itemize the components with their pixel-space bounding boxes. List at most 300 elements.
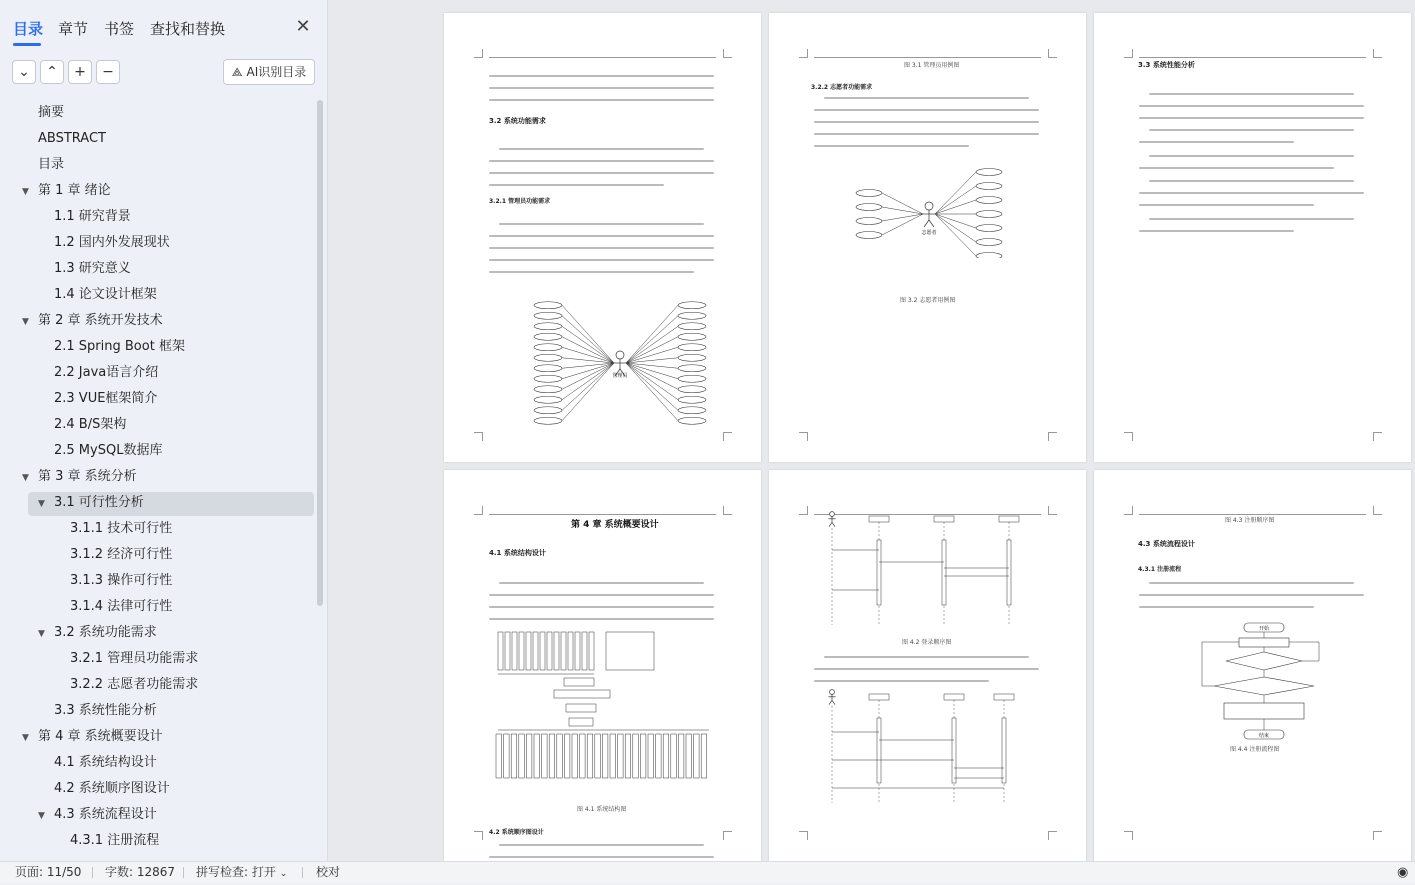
toc-item-label: 目录 bbox=[38, 157, 65, 172]
toc-item-label: 3.2 系统功能需求 bbox=[54, 625, 157, 640]
text-line bbox=[1139, 204, 1314, 206]
page-thumb-6[interactable] bbox=[1094, 470, 1411, 861]
page-corner-mark bbox=[1373, 49, 1382, 58]
lifeline-head bbox=[869, 516, 889, 522]
page-header bbox=[1139, 506, 1366, 515]
admin-use-case-diagram bbox=[520, 285, 720, 425]
toc-item[interactable] bbox=[70, 672, 198, 698]
association-line bbox=[626, 316, 678, 363]
lifeline-head bbox=[934, 516, 954, 522]
page-corner-mark bbox=[1124, 432, 1133, 441]
module-box bbox=[564, 734, 570, 778]
heading: 3.2.1 管理员功能需求 bbox=[489, 198, 551, 205]
tab-toc[interactable]: 目录 bbox=[13, 20, 44, 38]
toc-item[interactable] bbox=[22, 308, 163, 334]
toc-item[interactable] bbox=[38, 802, 157, 828]
use-case-ellipse bbox=[678, 365, 706, 372]
page-corner-mark bbox=[1124, 506, 1133, 515]
page-corner-mark bbox=[1373, 506, 1382, 515]
module-box bbox=[572, 734, 578, 778]
use-case-ellipse bbox=[678, 312, 706, 319]
registration-sequence-diagram bbox=[824, 688, 1044, 808]
toc-item-label: 摘要 bbox=[38, 105, 65, 120]
page-corner-mark bbox=[1048, 831, 1057, 840]
toc-item[interactable] bbox=[38, 490, 144, 516]
text-line bbox=[489, 235, 714, 237]
expand-up-button[interactable]: ⌃ bbox=[40, 60, 64, 84]
module-box bbox=[505, 632, 510, 670]
module-box bbox=[582, 632, 587, 670]
heading: 3.3 系统性能分析 bbox=[1138, 61, 1195, 69]
module-box bbox=[512, 632, 517, 670]
toc-item[interactable] bbox=[54, 334, 185, 360]
text-line bbox=[814, 680, 989, 682]
module-box bbox=[580, 734, 586, 778]
page-thumb-2[interactable] bbox=[769, 13, 1086, 462]
module-box bbox=[564, 678, 594, 686]
page-corner-mark bbox=[723, 432, 732, 441]
status-divider bbox=[302, 867, 303, 878]
use-case-ellipse bbox=[534, 417, 562, 424]
association-line bbox=[626, 363, 678, 368]
association-line bbox=[562, 337, 614, 363]
document-canvas[interactable] bbox=[328, 0, 1415, 861]
text-line bbox=[1149, 218, 1354, 220]
association-line bbox=[562, 358, 614, 363]
expand-arrow-icon[interactable]: ▼ bbox=[22, 187, 29, 197]
actor-leg bbox=[924, 220, 929, 227]
activation-bar bbox=[877, 718, 881, 783]
module-box bbox=[671, 734, 677, 778]
text-line bbox=[1139, 141, 1294, 143]
login-sequence-diagram bbox=[824, 510, 1044, 635]
use-case-ellipse bbox=[678, 344, 706, 351]
actor-leg bbox=[832, 700, 835, 704]
use-case-ellipse bbox=[976, 253, 1002, 259]
actor-leg bbox=[832, 522, 835, 526]
association-line bbox=[882, 207, 923, 214]
association-line bbox=[562, 363, 614, 368]
association-line bbox=[562, 316, 614, 363]
system-structure-diagram bbox=[494, 630, 724, 785]
text-line bbox=[1149, 582, 1354, 584]
association-line bbox=[935, 214, 976, 256]
toc-item-label: ABSTRACT bbox=[38, 131, 106, 146]
figure-caption: 图 3.2 志愿者用例图 bbox=[900, 297, 956, 304]
use-case-ellipse bbox=[678, 354, 706, 361]
toc-item-label: 3.3 系统性能分析 bbox=[54, 703, 157, 718]
page-corner-mark bbox=[474, 432, 483, 441]
text-line bbox=[489, 247, 714, 249]
spell-check-label: 拼写检查: 打开 bbox=[196, 865, 276, 879]
toc-item[interactable] bbox=[22, 178, 111, 204]
text-line bbox=[1139, 117, 1364, 119]
toc-item[interactable] bbox=[54, 438, 162, 464]
activation-bar bbox=[942, 540, 946, 605]
use-case-ellipse bbox=[976, 197, 1002, 204]
association-line bbox=[935, 214, 976, 242]
toc-item[interactable] bbox=[70, 516, 172, 542]
toc-item[interactable] bbox=[22, 724, 163, 750]
toc-item[interactable] bbox=[54, 256, 131, 282]
text-line bbox=[489, 184, 664, 186]
tab-bookmarks[interactable]: 书签 bbox=[104, 20, 135, 38]
toc-item-label: 3.1.1 技术可行性 bbox=[70, 521, 173, 536]
use-case-ellipse bbox=[534, 333, 562, 340]
note-box bbox=[606, 632, 654, 670]
module-box bbox=[526, 632, 531, 670]
text-line bbox=[489, 259, 714, 261]
toc-item[interactable] bbox=[54, 412, 126, 438]
page-thumb-5[interactable] bbox=[769, 470, 1086, 861]
toc-scrollbar[interactable] bbox=[317, 100, 323, 606]
text-line bbox=[1149, 155, 1354, 157]
page-thumb-4[interactable] bbox=[444, 470, 761, 861]
module-box bbox=[640, 734, 646, 778]
toc-item[interactable] bbox=[22, 464, 137, 490]
expand-arrow-icon[interactable]: ▼ bbox=[22, 733, 29, 743]
actor-leg bbox=[829, 522, 832, 526]
page-header bbox=[489, 49, 716, 58]
association-line bbox=[935, 214, 976, 228]
toc-item[interactable] bbox=[70, 542, 172, 568]
association-line bbox=[626, 363, 678, 410]
page-corner-mark bbox=[1124, 49, 1133, 58]
heading: 4.3 系统流程设计 bbox=[1138, 540, 1195, 548]
toc-item-label: 第 3 章 系统分析 bbox=[38, 469, 137, 484]
module-box bbox=[595, 734, 601, 778]
toc-item-label: 1.2 国内外发展现状 bbox=[54, 235, 170, 250]
toc-item[interactable] bbox=[54, 360, 158, 386]
text-line bbox=[1139, 192, 1364, 194]
use-case-ellipse bbox=[856, 218, 882, 225]
lifeline-head bbox=[869, 694, 889, 700]
text-line bbox=[489, 606, 714, 608]
status-bar bbox=[0, 861, 1415, 883]
association-line bbox=[935, 172, 976, 214]
association-line bbox=[626, 305, 678, 363]
text-line bbox=[489, 75, 714, 77]
toc-item[interactable] bbox=[38, 620, 157, 646]
toc-item[interactable] bbox=[54, 230, 170, 256]
text-line bbox=[1139, 606, 1314, 608]
actor-leg bbox=[929, 220, 934, 227]
toc-item-label: 4.3 系统流程设计 bbox=[54, 807, 157, 822]
collapse-all-button[interactable]: ⌄ bbox=[12, 60, 36, 84]
text-line bbox=[489, 271, 694, 273]
figure-caption: 图 4.1 系统结构图 bbox=[577, 806, 627, 813]
expand-arrow-icon[interactable]: ▼ bbox=[22, 473, 29, 483]
text-line bbox=[1139, 594, 1364, 596]
use-case-ellipse bbox=[534, 323, 562, 330]
module-box bbox=[554, 690, 610, 698]
use-case-ellipse bbox=[856, 190, 882, 197]
module-box bbox=[569, 718, 593, 726]
module-box bbox=[561, 632, 566, 670]
toc-item-label: 2.1 Spring Boot 框架 bbox=[54, 339, 185, 354]
module-box bbox=[602, 734, 608, 778]
text-line bbox=[489, 856, 714, 858]
association-line bbox=[562, 326, 614, 363]
lifeline-head bbox=[994, 694, 1014, 700]
toc-item[interactable] bbox=[54, 204, 131, 230]
ai-recognize-toc-button[interactable] bbox=[223, 59, 315, 85]
toc-item-label: 2.3 VUE框架简介 bbox=[54, 391, 158, 406]
toc-item[interactable] bbox=[70, 568, 172, 594]
module-box bbox=[557, 734, 563, 778]
use-case-ellipse bbox=[976, 183, 1002, 190]
flow-end-label: 结束 bbox=[1258, 733, 1270, 739]
remove-heading-button[interactable]: − bbox=[96, 60, 120, 84]
page-corner-mark bbox=[723, 831, 732, 840]
page-corner-mark bbox=[723, 506, 732, 515]
heading: 4.3.1 注册流程 bbox=[1138, 566, 1182, 573]
heading: 3.2.2 志愿者功能需求 bbox=[811, 84, 873, 91]
module-box bbox=[498, 632, 503, 670]
chevron-down-icon: ⌄ bbox=[279, 869, 288, 879]
module-box bbox=[656, 734, 662, 778]
association-line bbox=[882, 193, 923, 214]
text-line bbox=[1139, 105, 1364, 107]
use-case-ellipse bbox=[976, 225, 1002, 232]
use-case-ellipse bbox=[678, 333, 706, 340]
text-line bbox=[824, 97, 1029, 99]
module-box bbox=[540, 632, 545, 670]
page-corner-mark bbox=[1048, 506, 1057, 515]
page-corner-mark bbox=[799, 49, 808, 58]
flow-process bbox=[1239, 638, 1289, 647]
module-box bbox=[568, 632, 573, 670]
association-line bbox=[562, 305, 614, 363]
toc-item-label: 1.3 研究意义 bbox=[54, 261, 131, 276]
use-case-ellipse bbox=[678, 417, 706, 424]
association-line bbox=[882, 214, 923, 221]
toc-item-label: 2.5 MySQL数据库 bbox=[54, 443, 163, 458]
toc-item[interactable] bbox=[38, 152, 64, 178]
toc-item[interactable] bbox=[70, 594, 172, 620]
association-line bbox=[935, 186, 976, 214]
actor-head bbox=[616, 351, 624, 359]
association-line bbox=[626, 363, 678, 389]
figure-caption: 图 4.2 登录顺序图 bbox=[902, 639, 952, 646]
module-box bbox=[610, 734, 616, 778]
page-corner-mark bbox=[474, 506, 483, 515]
text-line bbox=[1139, 230, 1294, 232]
module-box bbox=[534, 734, 540, 778]
toc-item-label: 1.4 论文设计框架 bbox=[54, 287, 157, 302]
heading: 4.2 系统顺序图设计 bbox=[489, 829, 544, 836]
toc-item[interactable] bbox=[38, 126, 106, 152]
close-icon[interactable]: ✕ bbox=[295, 16, 311, 37]
toc-item[interactable] bbox=[54, 282, 157, 308]
text-line bbox=[489, 594, 714, 596]
text-line bbox=[1149, 180, 1354, 182]
flow-arrow bbox=[1202, 642, 1239, 686]
page-thumb-3[interactable] bbox=[1094, 13, 1411, 462]
association-line bbox=[562, 363, 614, 410]
actor-head bbox=[830, 512, 835, 517]
association-line bbox=[935, 200, 976, 214]
use-case-ellipse bbox=[678, 302, 706, 309]
module-box bbox=[694, 734, 700, 778]
page-indicator[interactable]: 页面: 11/50 bbox=[15, 865, 82, 879]
module-box bbox=[663, 734, 669, 778]
module-box bbox=[678, 734, 684, 778]
toc-item-label: 3.1 可行性分析 bbox=[54, 495, 144, 510]
heading: 3.2 系统功能需求 bbox=[489, 117, 546, 125]
toc-item[interactable] bbox=[54, 698, 157, 724]
page-corner-mark bbox=[1373, 432, 1382, 441]
module-box bbox=[618, 734, 624, 778]
toc-item-label: 第 2 章 系统开发技术 bbox=[38, 313, 163, 328]
actor-head bbox=[925, 202, 933, 210]
module-box bbox=[625, 734, 631, 778]
module-box bbox=[701, 734, 707, 778]
use-case-ellipse bbox=[534, 407, 562, 414]
text-line bbox=[814, 668, 1039, 670]
text-line bbox=[1149, 129, 1354, 131]
page-corner-mark bbox=[1048, 49, 1057, 58]
use-case-ellipse bbox=[534, 312, 562, 319]
page-corner-mark bbox=[799, 432, 808, 441]
proofread-button[interactable]: 校对 bbox=[316, 865, 341, 879]
toc-item-label: 第 4 章 系统概要设计 bbox=[38, 729, 163, 744]
toc-item[interactable] bbox=[38, 100, 64, 126]
page-corner-mark bbox=[799, 831, 808, 840]
use-case-ellipse bbox=[678, 323, 706, 330]
figure-caption: 图 4.4 注册流程图 bbox=[1230, 746, 1280, 753]
toc-item-label: 3.1.4 法律可行性 bbox=[70, 599, 173, 614]
module-box bbox=[589, 632, 594, 670]
page-header bbox=[1139, 49, 1366, 58]
module-box bbox=[519, 734, 525, 778]
status-divider bbox=[183, 867, 184, 878]
status-divider bbox=[92, 867, 93, 878]
association-line bbox=[882, 214, 923, 235]
text-line bbox=[1149, 93, 1354, 95]
add-heading-button[interactable]: + bbox=[68, 60, 92, 84]
association-line bbox=[626, 363, 678, 400]
text-line bbox=[489, 160, 714, 162]
module-box bbox=[587, 734, 593, 778]
ai-icon: ⟁ bbox=[231, 65, 243, 79]
actor-head bbox=[830, 690, 835, 695]
module-box bbox=[504, 734, 510, 778]
use-case-ellipse bbox=[678, 375, 706, 382]
toc-item[interactable] bbox=[54, 386, 157, 412]
text-line bbox=[489, 172, 714, 174]
module-box bbox=[554, 632, 559, 670]
use-case-ellipse bbox=[678, 396, 706, 403]
toc-item-label: 3.2.1 管理员功能需求 bbox=[70, 651, 199, 666]
ai-button-label: AI识别目录 bbox=[246, 65, 307, 79]
tab-chapters[interactable]: 章节 bbox=[58, 20, 89, 38]
page-thumb-1[interactable] bbox=[444, 13, 761, 462]
use-case-ellipse bbox=[534, 302, 562, 309]
use-case-ellipse bbox=[856, 232, 882, 239]
module-box bbox=[549, 734, 555, 778]
association-line bbox=[626, 326, 678, 363]
eye-icon[interactable]: ◉ bbox=[1397, 865, 1409, 880]
toc-item[interactable] bbox=[70, 646, 198, 672]
expand-arrow-icon[interactable]: ▼ bbox=[38, 499, 45, 509]
text-line bbox=[814, 145, 969, 147]
toc-item-label: 第 1 章 绪论 bbox=[38, 183, 111, 198]
toc-list bbox=[0, 100, 318, 860]
page-header bbox=[814, 49, 1041, 58]
volunteer-use-case-diagram bbox=[849, 158, 1019, 258]
flow-process bbox=[1224, 703, 1304, 719]
page-corner-mark bbox=[1048, 432, 1057, 441]
sidebar-tabs bbox=[0, 0, 327, 50]
registration-flowchart bbox=[1194, 620, 1334, 745]
toc-item-label: 2.2 Java语言介绍 bbox=[54, 365, 159, 380]
actor-label: 志愿者 bbox=[921, 230, 937, 236]
text-line bbox=[814, 133, 1039, 135]
text-line bbox=[814, 109, 1039, 111]
text-line bbox=[1139, 167, 1334, 169]
figure-caption: 图 4.3 注册顺序图 bbox=[1225, 517, 1275, 524]
association-line bbox=[626, 363, 678, 421]
text-line bbox=[824, 656, 1029, 658]
activation-bar bbox=[1002, 718, 1006, 783]
module-box bbox=[547, 632, 552, 670]
toc-sidebar bbox=[0, 0, 328, 861]
active-tab-indicator bbox=[13, 43, 41, 46]
use-case-ellipse bbox=[534, 375, 562, 382]
use-case-ellipse bbox=[534, 396, 562, 403]
module-box bbox=[533, 632, 538, 670]
page-header bbox=[489, 506, 716, 515]
toc-item[interactable] bbox=[54, 776, 170, 802]
chapter-title: 第 4 章 系统概要设计 bbox=[571, 520, 659, 530]
expand-arrow-icon[interactable]: ▼ bbox=[38, 629, 45, 639]
module-box bbox=[575, 632, 580, 670]
module-box bbox=[496, 734, 502, 778]
text-line bbox=[499, 844, 704, 846]
use-case-ellipse bbox=[976, 169, 1002, 176]
text-line bbox=[489, 99, 714, 101]
toc-item-label: 3.2.2 志愿者功能需求 bbox=[70, 677, 199, 692]
toc-item-label: 3.1.2 经济可行性 bbox=[70, 547, 173, 562]
toc-item[interactable] bbox=[70, 828, 159, 854]
module-box bbox=[648, 734, 654, 778]
word-count[interactable]: 字数: 12867 bbox=[105, 865, 176, 879]
flow-arrow bbox=[1289, 642, 1319, 661]
tab-find-replace[interactable]: 查找和替换 bbox=[150, 20, 226, 38]
text-line bbox=[489, 618, 714, 620]
lifeline-head bbox=[944, 694, 964, 700]
toc-item[interactable] bbox=[54, 750, 157, 776]
expand-arrow-icon[interactable]: ▼ bbox=[38, 811, 45, 821]
page-corner-mark bbox=[474, 49, 483, 58]
text-line bbox=[499, 223, 704, 225]
text-line bbox=[499, 582, 704, 584]
toc-item-label: 2.4 B/S架构 bbox=[54, 417, 127, 432]
association-line bbox=[562, 363, 614, 421]
use-case-ellipse bbox=[534, 344, 562, 351]
text-line bbox=[499, 148, 704, 150]
use-case-ellipse bbox=[534, 386, 562, 393]
figure-caption: 图 3.1 管理员用例图 bbox=[904, 62, 960, 69]
toc-item-label: 4.1 系统结构设计 bbox=[54, 755, 157, 770]
expand-arrow-icon[interactable]: ▼ bbox=[22, 317, 29, 327]
toc-item-label: 4.2 系统顺序图设计 bbox=[54, 781, 170, 796]
page-corner-mark bbox=[723, 49, 732, 58]
use-case-ellipse bbox=[678, 407, 706, 414]
module-box bbox=[633, 734, 639, 778]
module-box bbox=[526, 734, 532, 778]
